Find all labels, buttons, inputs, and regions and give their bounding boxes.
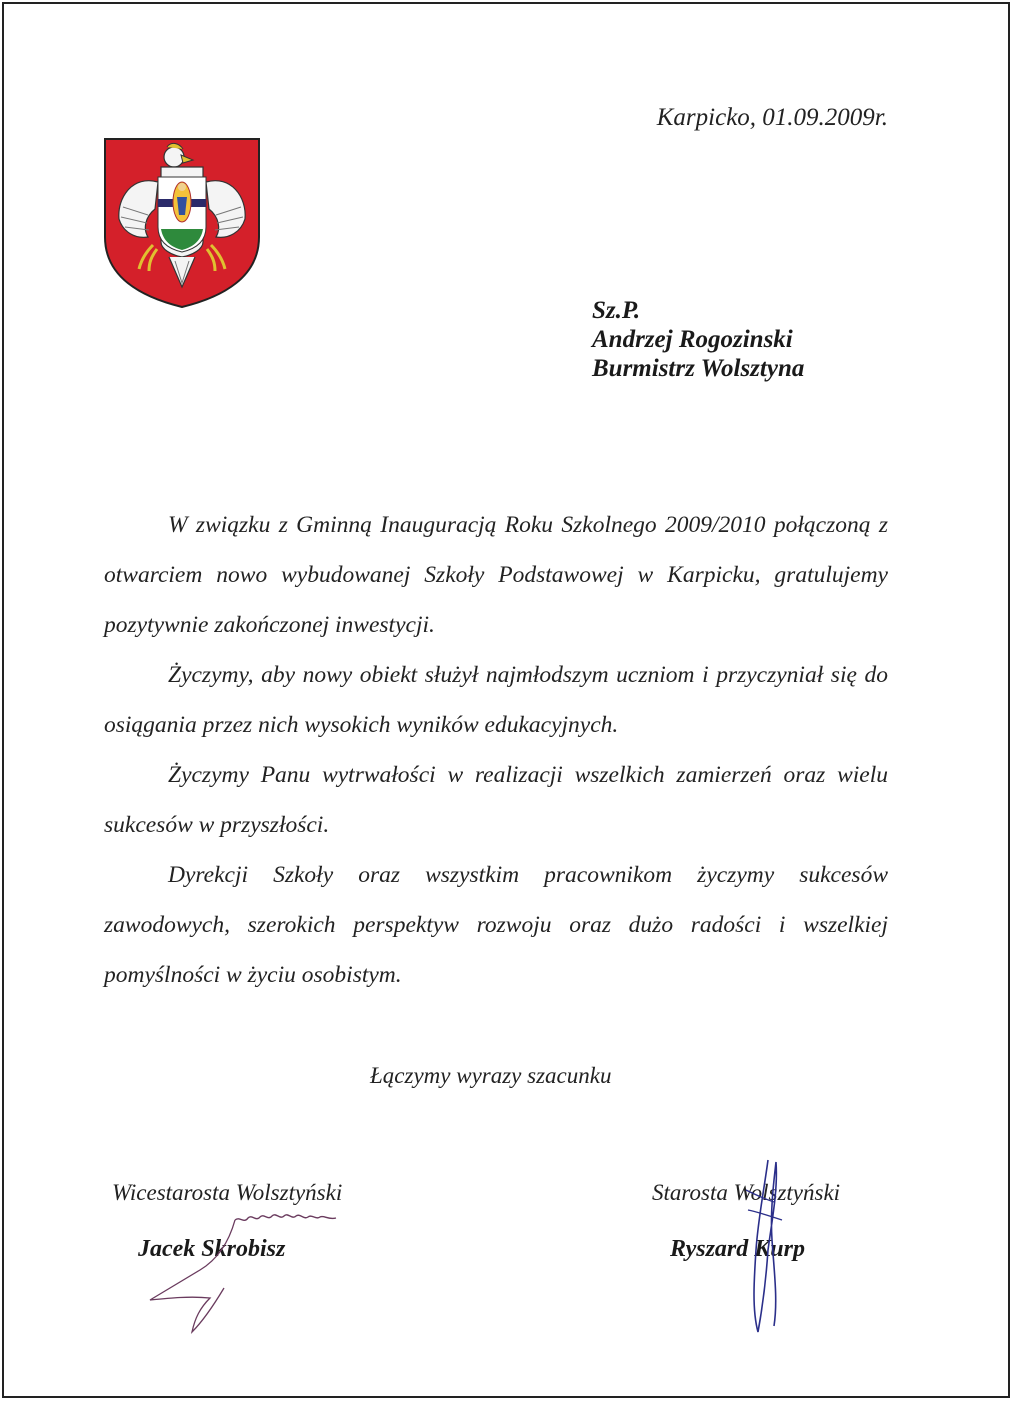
signatory-name: Ryszard Kurp — [670, 1236, 805, 1262]
body-paragraph: Dyrekcji Szkoły oraz wszystkim pracownikom życzymy sukcesów zawodowych, szerokich perspektyw rozwoju oraz dużo radości i wszelkiej pomyślności w życiu osobistym. — [104, 862, 888, 988]
signatory-title: Starosta Wolsztyński — [652, 1180, 841, 1205]
recipient-position: Burmistrz Wolsztyna — [592, 355, 805, 382]
recipient-block — [592, 296, 804, 383]
signatory-title: Wicestarosta Wolsztyński — [112, 1180, 343, 1205]
handwritten-signature-right — [728, 1150, 808, 1340]
recipient-name: Andrzej Rogozinski — [592, 326, 793, 353]
coat-of-arms-icon — [103, 137, 261, 309]
body-paragraph: Życzymy, aby nowy obiekt służył najmłodszym uczniom i przyczyniał się do osiągania przez nich wysokich wyników edukacyjnych. — [104, 662, 888, 738]
recipient-salutation: Sz.P. — [592, 297, 641, 324]
signatory-name: Jacek Skrobisz — [138, 1236, 286, 1262]
closing-line: Łączymy wyrazy szacunku — [370, 1063, 612, 1088]
letter-body — [104, 500, 888, 1000]
letter-date: Karpicko, 01.09.2009r. — [656, 104, 888, 131]
body-paragraph: W związku z Gminną Inauguracją Roku Szkolnego 2009/2010 połączoną z otwarciem nowo wybudowanej Szkoły Podstawowej w Karpicku, gratulujemy pozytywnie zakończonej inwestycji. — [104, 512, 888, 638]
handwritten-signature-left — [140, 1208, 360, 1348]
body-paragraph: Życzymy Panu wytrwałości w realizacji wszelkich zamierzeń oraz wielu sukcesów w przyszłości. — [104, 762, 888, 838]
